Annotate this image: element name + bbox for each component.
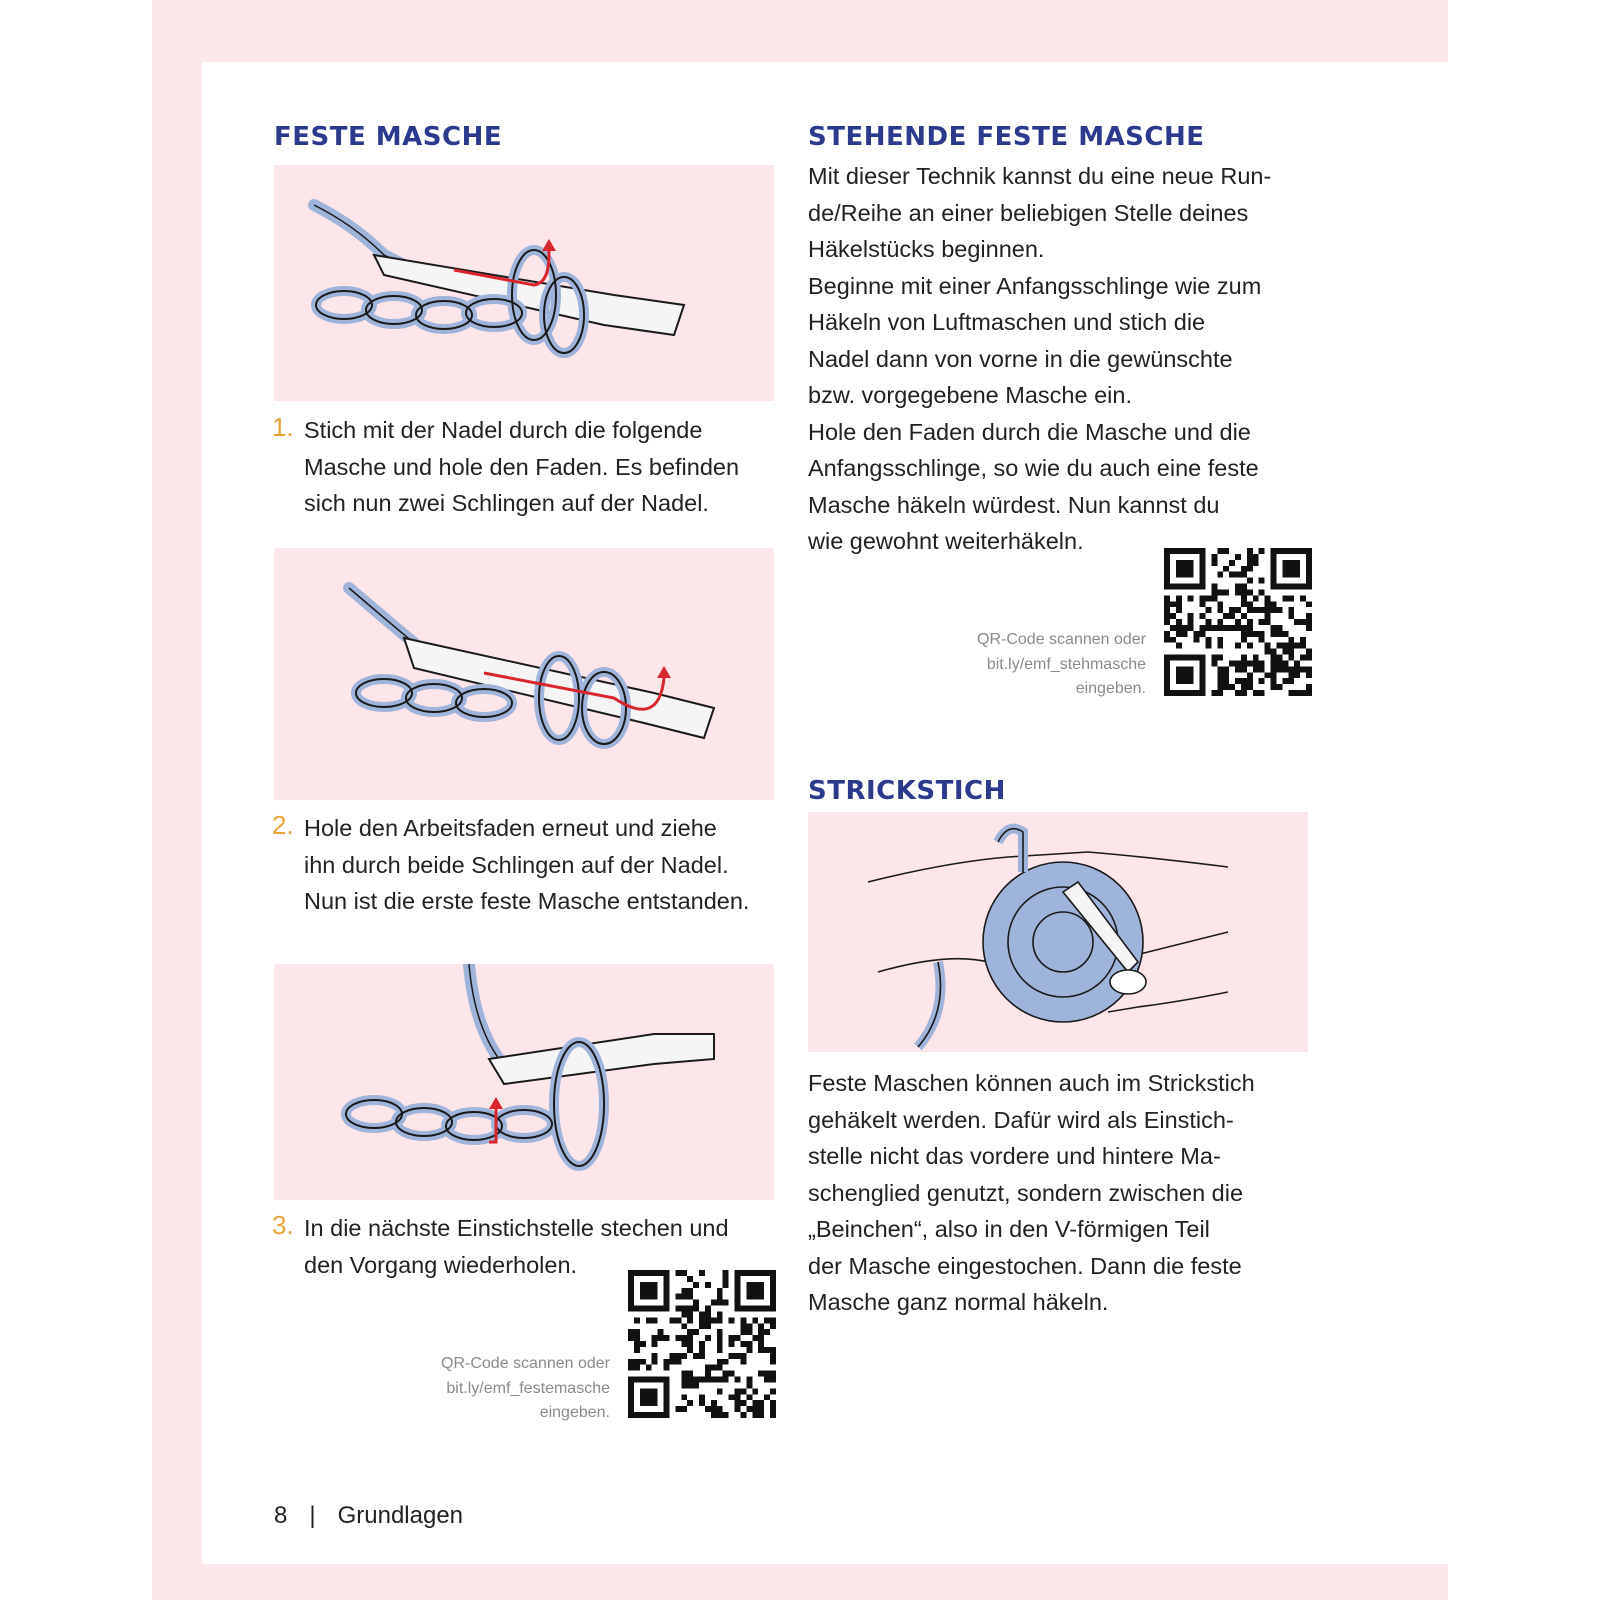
step-number-1: 1. <box>272 412 294 442</box>
qr-caption-stehmasche: QR-Code scannen oder bit.ly/emf_stehmasche eingeben. <box>977 631 1146 697</box>
heading-strickstich: STRICKSTICH <box>808 776 1006 806</box>
heading-stehende-feste-masche: STEHENDE FESTE MASCHE <box>808 122 1205 152</box>
step-3-text: In die nächste Einstichstelle stechen und den Vorgang wiederholen. <box>304 1215 729 1278</box>
stehende-masche-text: Mit dieser Technik kannst du eine neue Run- de/Reihe an einer beliebigen Stelle deines Häkelstücks beginnen. Beginne mit einer Anfangsschlinge wie zum Häkeln von Luftmaschen und stich die Nadel dann von vorne in die gewünschte bzw. vorgegebene Masche ein. Hole den Faden durch die Masche und die Anfangsschlinge, so wie du auch eine feste Masche häkeln würdest. Nun kannst du wie gewohnt weiterhäkeln. <box>808 163 1272 554</box>
page-footer <box>274 1502 463 1530</box>
page-number: 8 <box>274 1502 288 1529</box>
step-number-2: 2. <box>272 810 294 840</box>
qr-caption-festemasche: QR-Code scannen oder bit.ly/emf_festemasche eingeben. <box>441 1355 610 1421</box>
qr-code-icon[interactable] <box>1164 548 1312 696</box>
footer-section: Grundlagen <box>337 1502 464 1529</box>
crochet-step-1-illustration <box>274 165 774 401</box>
strickstich-text: Feste Maschen können auch im Strickstich gehäkelt werden. Dafür wird als Einstich- stelle nicht das vordere und hintere Ma- schenglied genutzt, sondern zwischen die „Beinchen“, also in den V-förmigen Teil der Masche eingestochen. Dann die feste Masche ganz normal häkeln. <box>808 1070 1255 1315</box>
step-2-text: Hole den Arbeitsfaden erneut und ziehe ihn durch beide Schlingen auf der Nadel. Nun ist die erste feste Masche entstanden. <box>304 815 750 914</box>
crochet-step-3-illustration <box>274 964 774 1200</box>
heading-feste-masche: FESTE MASCHE <box>274 122 503 152</box>
step-1-text: Stich mit der Nadel durch die folgende Masche und hole den Faden. Es befinden sich nun zwei Schlingen auf der Nadel. <box>304 417 740 516</box>
crochet-step-2-illustration <box>274 548 774 800</box>
footer-separator: | <box>309 1502 316 1529</box>
hands-crochet-illustration <box>808 812 1308 1052</box>
step-number-3: 3. <box>272 1210 294 1240</box>
qr-code-icon[interactable] <box>628 1270 776 1418</box>
